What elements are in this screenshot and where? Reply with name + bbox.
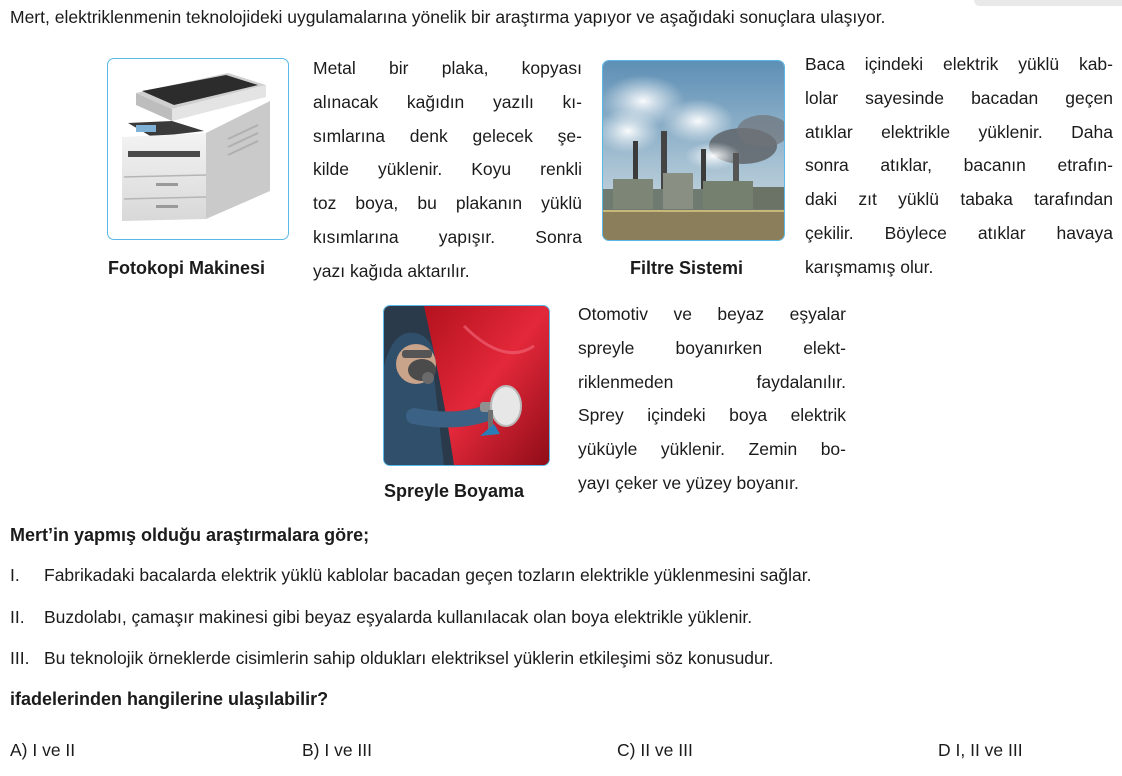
text-line: spreyle boyanırken elekt- (578, 337, 846, 358)
statement-number: I. (10, 565, 20, 585)
question-lead: Mert’in yapmış olduğu araştırmalara göre; (10, 525, 370, 545)
intro-text: Mert, elektriklenmenin teknolojideki uygulamalarına yönelik bir araştırma yapıyor ve aşağıdaki sonuçlara ulaşıyor. (10, 7, 886, 27)
text-line: Metal bir plaka, kopyası (313, 58, 582, 78)
text-line: çekilir. Böylece atıklar havaya (805, 222, 1113, 243)
text-line: riklenmeden faydalanılır. (578, 371, 846, 392)
text-line: yazı kağıda aktarılır. (313, 260, 470, 281)
filter-system-image (602, 60, 785, 241)
photocopier-icon (108, 59, 288, 239)
statement-text: Buzdolabı, çamaşır makinesi gibi beyaz eşyalarda kullanılacak olan boya elektrikle yüklenir. (44, 607, 753, 627)
statement-number: II. (10, 607, 25, 627)
statement-text: Fabrikadaki bacalarda elektrik yüklü kablolar bacadan geçen tozların elektrikle yüklenmesini sağlar. (44, 565, 812, 585)
statement-item (10, 648, 774, 669)
statement-item (10, 607, 752, 628)
text-line: Otomotiv ve beyaz eşyalar (578, 304, 846, 324)
statement-item (10, 565, 812, 586)
question-prompt: ifadelerinden hangilerine ulaşılabilir? (10, 689, 329, 709)
text-line: toz boya, bu plakanın yüklü (313, 193, 582, 214)
text-line: yayı çeker ve yüzey boyanır. (578, 472, 799, 493)
statement-number: III. (10, 648, 30, 668)
spray-painter-icon (384, 306, 549, 465)
option-d[interactable]: D I, II ve III (938, 740, 1023, 760)
text-line: daki zıt yüklü tabaka tarafından (805, 189, 1113, 210)
text-line: alınacak kağıdın yazılı kı- (313, 91, 582, 112)
filter-system-description (805, 48, 1113, 285)
text-line: karışmamış olur. (805, 256, 934, 277)
text-line: yüküyle yüklenir. Zemin bo- (578, 439, 846, 460)
text-line: sımlarına denk gelecek şe- (313, 125, 582, 146)
text-line: kilde yüklenir. Koyu renkli (313, 159, 582, 180)
photocopier-caption: Fotokopi Makinesi (108, 258, 266, 278)
spray-painting-image (383, 305, 550, 466)
factory-smokestack-icon (603, 61, 784, 240)
photocopier-description (313, 52, 582, 289)
text-line: Sprey içindeki boya elektrik (578, 405, 846, 426)
option-a[interactable]: A) I ve II (10, 740, 76, 760)
option-c[interactable]: C) II ve III (617, 740, 693, 760)
photocopier-image (107, 58, 289, 240)
text-line: sonra atıklar, bacanın etrafın- (805, 155, 1113, 176)
text-line: Baca içindeki elektrik yüklü kab- (805, 54, 1113, 74)
page-corner-decoration (974, 0, 1122, 6)
option-b[interactable]: B) I ve III (302, 740, 373, 760)
filter-system-caption: Filtre Sistemi (630, 258, 744, 278)
spray-painting-description (578, 298, 846, 501)
spray-painting-caption: Spreyle Boyama (384, 481, 525, 501)
text-line: atıklar elektrikle yüklenir. Daha (805, 121, 1113, 142)
statement-text: Bu teknolojik örneklerde cisimlerin sahip oldukları elektriksel yüklerin etkileşimi söz konusudur. (44, 648, 774, 668)
text-line: kısımlarına yapışır. Sonra (313, 226, 582, 247)
text-line: lolar sayesinde bacadan geçen (805, 87, 1113, 108)
